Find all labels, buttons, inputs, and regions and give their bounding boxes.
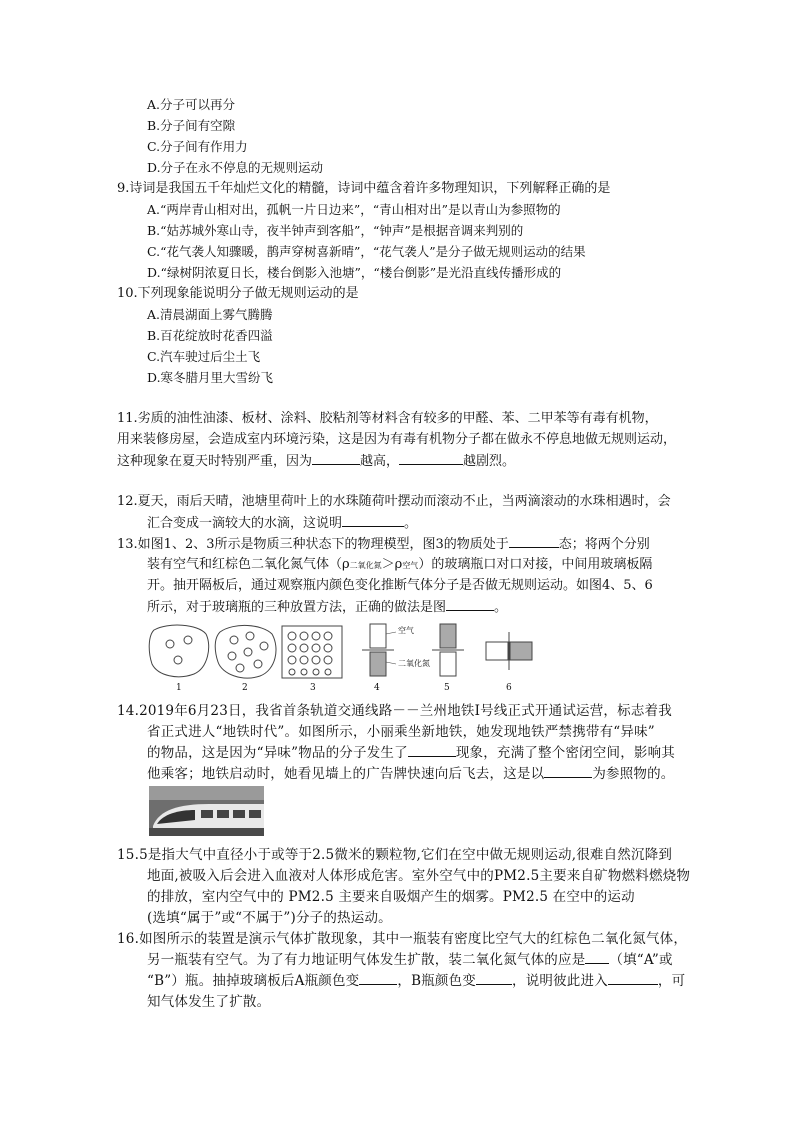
fig4-air-label: 空气 — [398, 626, 414, 635]
q13-line3: 开。抽开隔板后，通过观察瓶内颜色变化推断气体分子是否做无规则运动。如图4、5、6 — [147, 578, 653, 593]
figure-label: 4 — [374, 683, 380, 693]
q10-option-b: B.百花绽放时花香四溢 — [147, 328, 273, 343]
q13-figures — [148, 620, 544, 696]
q15-line4: (选填“属于”或“不属于”)分子的热运动。 — [147, 910, 392, 926]
q9-option-d: D.“绿树阴浓夏日长，楼台倒影入池塘”，“楼台倒影”是光沿直线传播形成的 — [147, 265, 562, 280]
q8-option-c: C.分子间有作用力 — [147, 139, 248, 154]
q14-line1: 14.2019年6月23日，我省首条轨道交通线路－－兰州地铁Ⅰ号线正式开通试运营，标志着我 — [117, 703, 672, 719]
q12-line1: 12.夏天，雨后天晴，池塘里荷叶上的水珠随荷叶摆动而滚动不止，当两滴滚动的水珠相遇时，会 — [117, 494, 671, 509]
answer-blank[interactable] — [399, 452, 463, 465]
figure-label: 1 — [176, 683, 182, 693]
q16-line3: “B”）瓶。抽掉玻璃板后A瓶颜色变 ，B瓶颜色变 ，说明彼此进入 ，可 — [147, 973, 686, 989]
q9-option-c: C.“花气袭人知骤暖，鹊声穿树喜新晴”，“花气袭人”是分子做无规则运动的结果 — [147, 244, 586, 259]
q16-line2: 另一瓶装有空气。为了有力地证明气体发生扩散，装二氧化氮气体的应是 （填“A”或 — [147, 952, 673, 968]
q8-option-b: B.分子间有空隙 — [147, 118, 236, 133]
q10-option-a: A.清晨湖面上雾气腾腾 — [147, 307, 273, 322]
answer-blank[interactable] — [509, 535, 559, 548]
q11-line3: 这种现象在夏天时特别严重，因为 越高， 越剧烈。 — [117, 454, 516, 469]
figure-label: 2 — [242, 683, 248, 693]
q15-line2: 地面,被吸入后会进入血液对人体形成危害。室外空气中的PM2.5主要来自矿物燃料燃烧物 — [147, 868, 691, 884]
state-models-figure — [148, 620, 544, 682]
q14-line4: 他乘客；地铁启动时，她看见墙上的广告牌快速向后飞去，这是以 为参照物的。 — [147, 766, 675, 782]
figure-label: 5 — [444, 683, 450, 693]
q9-option-b: B.“姑苏城外寒山寺，夜半钟声到客船”，“钟声”是根据音调来判别的 — [147, 223, 524, 238]
q14-line2: 省正式进人“地铁时代”。如图所示，小丽乘坐新地铁，她发现地铁严禁携带有“异味” — [147, 724, 655, 740]
answer-blank[interactable] — [312, 452, 360, 465]
q10-option-c: C.汽车驶过后尘土飞 — [147, 349, 261, 364]
q11-line1: 11.劣质的油性油漆、板材、涂料、胶粘剂等材料含有较多的甲醛、苯、二甲苯等有毒有机物， — [117, 411, 658, 426]
q15-line1: 15.5是指大气中直径小于或等于2.5微米的颗粒物,它们在空中做无规则运动,很难自然沉降到 — [117, 847, 673, 863]
metro-train-photo — [149, 786, 264, 836]
q8-option-d: D.分子在永不停息的无规则运动 — [147, 160, 324, 175]
q10-stem: 10.下列现象能说明分子做无规则运动的是 — [117, 286, 359, 301]
answer-blank[interactable] — [342, 514, 404, 527]
q14-line3: 的物品，这是因为“异味”物品的分子发生了 现象，充满了整个密闭空间，影响其 — [147, 745, 676, 761]
q15-line3: 的排放，室内空气中的 PM2.5 主要来自吸烟产生的烟雾。PM2.5 在空中的运动 — [147, 889, 635, 905]
q13-line1: 13.如图1、2、3所示是物质三种状态下的物理模型，图3的物质处于 态；将两个分别 — [117, 537, 650, 552]
q12-line2: 汇合变成一滴较大的水滴，这说明 。 — [147, 516, 418, 531]
answer-blank[interactable] — [476, 972, 512, 985]
answer-blank[interactable] — [408, 744, 456, 757]
figure-label: 6 — [506, 683, 512, 693]
q9-option-a: A.“两岸青山相对出，孤帆一片日边来”，“青山相对出”是以青山为参照物的 — [147, 202, 561, 217]
q16-line1: 16.如图所示的装置是演示气体扩散现象，其中一瓶装有密度比空气大的红棕色二氧化氮气体， — [117, 931, 688, 947]
fig4-no2-label: 二氧化氮 — [398, 659, 430, 668]
answer-blank[interactable] — [446, 598, 494, 611]
q13-line4: 所示，对于玻璃瓶的三种放置方法，正确的做法是图 。 — [147, 600, 508, 615]
answer-blank[interactable] — [544, 765, 592, 778]
q11-line2: 用来装修房屋，会造成室内环境污染，这是因为有毒有机物分子都在做永不停息地做无规则运动， — [117, 432, 677, 447]
answer-blank[interactable] — [585, 951, 609, 964]
q10-option-d: D.寒冬腊月里大雪纷飞 — [147, 370, 274, 385]
answer-blank[interactable] — [608, 972, 658, 985]
q13-line2: 装有空气和红棕色二氧化氮气体（ρ二氧化氮＞ρ空气）的玻璃瓶口对口对接，中间用玻璃板隔 — [147, 557, 653, 572]
q9-stem: 9.诗词是我国五千年灿烂文化的精髓，诗词中蕴含着许多物理知识，下列解释正确的是 — [117, 181, 611, 196]
q16-line4: 知气体发生了扩散。 — [147, 994, 271, 1010]
answer-blank[interactable] — [359, 972, 397, 985]
figure-label: 3 — [310, 683, 316, 693]
q8-option-a: A.分子可以再分 — [147, 97, 236, 112]
